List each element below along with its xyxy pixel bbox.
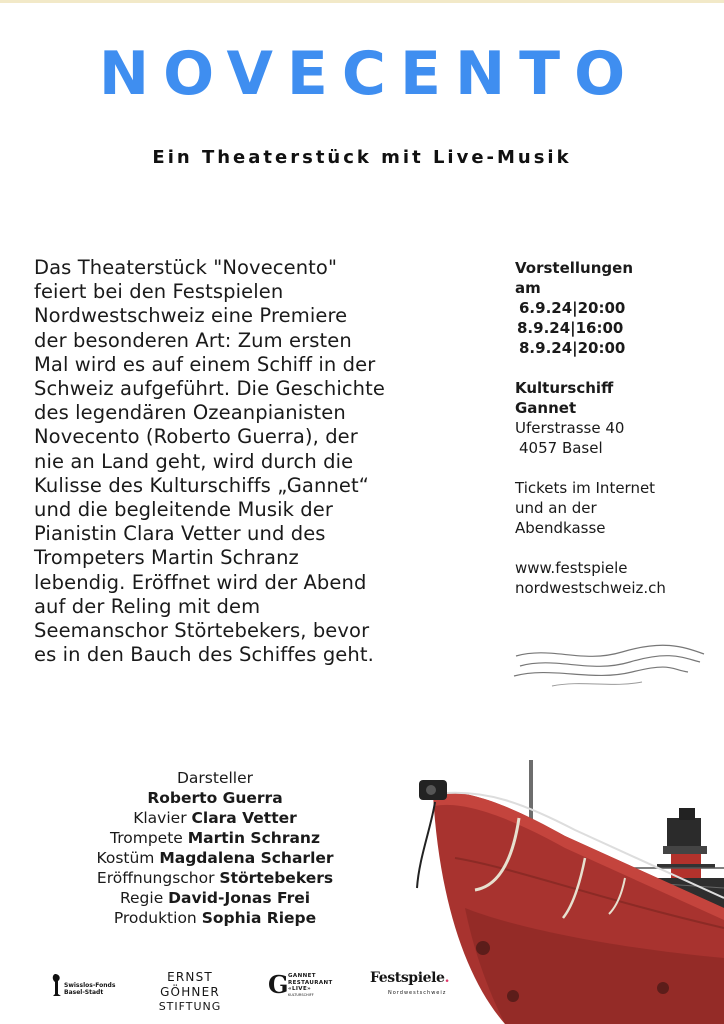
description-text — [34, 256, 494, 667]
description-line: Kulisse des Kulturschiffs „Gannet“ — [34, 473, 369, 497]
tickets-line: Tickets im Internet — [515, 479, 656, 497]
credits-row — [60, 828, 370, 848]
credits-cast-label: Darsteller — [176, 769, 254, 787]
sponsor-goehner-line: STIFTUNG — [158, 1000, 222, 1013]
sponsor-goehner-line: ERNST GÖHNER — [160, 970, 220, 999]
credit-name: Martin Schranz — [187, 829, 320, 847]
credit-role: Produktion — [113, 909, 197, 927]
description-line: Pianistin Clara Vetter und des — [34, 522, 326, 546]
credits-row — [60, 868, 370, 888]
sponsor-gannet-line: KULTURSCHIFF — [288, 993, 314, 997]
description-line: des legendären Ozeanpianisten — [34, 401, 346, 425]
performances-heading-am: am — [515, 279, 541, 297]
venue-block — [515, 378, 624, 458]
description-line: Trompeters Martin Schranz — [34, 546, 299, 570]
page-subtitle: Ein Theaterstück mit Live-Musik — [152, 147, 572, 168]
basel-staff-icon — [52, 974, 62, 998]
description-line: auf der Reling mit dem — [34, 594, 261, 618]
sponsor-logo-ernst-goehner — [138, 966, 242, 1013]
website-link[interactable] — [515, 558, 666, 598]
description-line: Mal wird es auf einem Schiff in der — [34, 352, 376, 376]
sponsor-logo-festspiele — [370, 966, 462, 1006]
festspiele-wordmark — [370, 970, 449, 986]
venue-city: 4057 Basel — [519, 439, 603, 457]
performance-date: 8.9.24|16:00 — [517, 319, 624, 337]
website-line[interactable]: www.festspiele — [515, 559, 628, 577]
credit-role: Regie — [119, 889, 164, 907]
credit-name: Sophia Riepe — [201, 909, 317, 927]
credit-name: Magdalena Scharler — [159, 849, 334, 867]
description-line: lebendig. Eröffnet wird der Abend — [34, 570, 367, 594]
tickets-line: und an der — [515, 499, 597, 517]
sponsor-logo-gannet — [268, 966, 348, 1006]
website-line[interactable]: nordwestschweiz.ch — [515, 579, 666, 597]
performance-date: 8.9.24|20:00 — [519, 339, 626, 357]
wave-lines-icon — [512, 642, 708, 692]
credits-row — [60, 808, 370, 828]
credits-row — [60, 848, 370, 868]
sponsor-logo-swisslos — [52, 966, 114, 1006]
sponsor-basel-line: Basel-Stadt — [64, 989, 104, 996]
credits-row — [60, 888, 370, 908]
top-accent-line — [0, 0, 724, 3]
description-line: Nordwestschweiz eine Premiere — [34, 304, 348, 328]
description-line: der besonderen Art: Zum ersten — [34, 328, 352, 352]
credit-name: David-Jonas Frei — [168, 889, 311, 907]
credit-role: Trompete — [110, 829, 183, 847]
venue-name-2: Gannet — [515, 399, 577, 417]
performance-date: 6.9.24|20:00 — [519, 299, 626, 317]
description-line: nie an Land geht, wird durch die — [34, 449, 354, 473]
credit-role: Klavier — [133, 809, 187, 827]
performances-block — [515, 258, 633, 358]
tickets-block — [515, 478, 655, 538]
festspiele-word: Festspiele — [370, 970, 445, 986]
gannet-mark: G — [268, 970, 289, 999]
sponsor-festspiele-line: Nordwestschweiz — [388, 990, 447, 996]
credits-row — [60, 908, 370, 928]
credit-name: Clara Vetter — [191, 809, 297, 827]
credit-name: Störtebekers — [219, 869, 334, 887]
credit-role: Kostüm — [96, 849, 155, 867]
description-line: Seemanschor Störtebekers, bevor — [34, 619, 370, 643]
description-line: feiert bei den Festspielen — [34, 280, 284, 304]
performances-heading: Vorstellungen — [515, 259, 633, 277]
description-line: Das Theaterstück "Novecento" — [34, 256, 338, 279]
credit-role: Eröffnungschor — [96, 869, 215, 887]
sponsor-gannet-line: GANNET RESTAURANT «LIVE» — [288, 973, 333, 992]
venue-name: Kulturschiff — [515, 379, 614, 397]
page-title: NOVECENTO — [98, 39, 640, 109]
description-line: und die begleitende Musik der — [34, 498, 333, 522]
sponsor-basel-line: Swisslos-Fonds — [64, 982, 116, 989]
description-line: Novecento (Roberto Guerra), der — [34, 425, 358, 449]
tickets-line: Abendkasse — [515, 519, 606, 537]
festspiele-dot: . — [444, 970, 450, 986]
credits-cast-name: Roberto Guerra — [147, 789, 283, 807]
credits-block — [60, 768, 370, 928]
description-line: es in den Bauch des Schiffes geht. — [34, 643, 374, 667]
venue-street: Uferstrasse 40 — [515, 419, 625, 437]
description-line: Schweiz aufgeführt. Die Geschichte — [34, 377, 385, 401]
